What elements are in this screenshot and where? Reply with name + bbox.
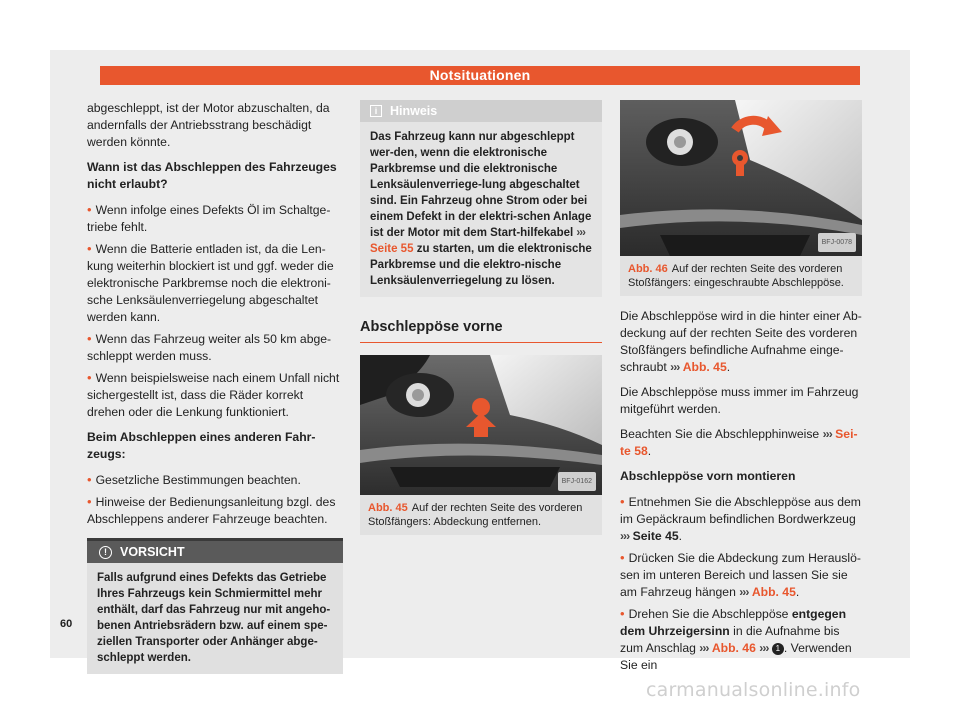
- list-item: • Entnehmen Sie die Abschleppöse aus dem im Gepäckraum befindlichen Bordwerkzeug ››› Seite 45.: [620, 494, 861, 543]
- ref-arrows: ›››: [822, 427, 832, 441]
- paragraph-carry: Die Abschleppöse muss immer im Fahrzeug mitgeführt werden.: [620, 385, 859, 416]
- figure-code: BFJ-0078: [818, 233, 856, 252]
- heading-mount-front: Abschleppöse vorn montieren: [620, 469, 796, 483]
- bullet-icon: •: [620, 550, 625, 565]
- list-item: • Gesetzliche Bestimmungen beachten.: [87, 472, 301, 487]
- bullet-icon: •: [87, 241, 92, 256]
- page-number: 60: [60, 618, 73, 630]
- ref-arrows: ›››: [699, 641, 709, 655]
- list-item: • Hinweise der Bedienungsanleitung bzgl. des Abschleppens anderer Fahrzeuge beachten.: [87, 494, 336, 526]
- paragraph-notes: Beachten Sie die Abschlepphinweise ››› Sei-te 58.: [620, 427, 858, 458]
- list-item: • Wenn infolge eines Defekts Öl im Schaltge-triebe fehlt.: [87, 202, 331, 234]
- bullet-icon: •: [87, 494, 92, 509]
- hint-box: [360, 100, 602, 297]
- column-middle: [360, 100, 602, 535]
- list-item: • Wenn beispielsweise nach einem Unfall nicht sichergestellt ist, dass die Räder korrekt drehen oder die Lenkung funktioniert.: [87, 370, 340, 419]
- warning-box: [87, 538, 343, 674]
- column-left: [87, 100, 343, 674]
- list-item: • Wenn das Fahrzeug weiter als 50 km abge-schleppt werden muss.: [87, 331, 332, 363]
- figure-label: Abb. 46: [628, 263, 668, 275]
- figure-45-caption: Abb. 45 Auf der rechten Seite des vorderen Stoßfängers: Abdeckung entfernen.: [360, 495, 602, 535]
- link-abb-45[interactable]: Abb. 45: [682, 360, 727, 374]
- link-abb-45[interactable]: Abb. 45: [751, 585, 796, 599]
- warning-icon: !: [99, 546, 112, 559]
- link-seite-58[interactable]: Sei-te 58: [620, 427, 858, 458]
- hint-text: Das Fahrzeug kann nur abgeschleppt wer-den, wenn die elektronische Parkbremse und die elektronische Lenksäulenverriege-lung abgeschaltet sind. Ein Fahrzeug ohne Strom oder bei einem Defekt in der elektri-schen Anlage ist der Motor mit dem Start-hilfekabel ››› Seite 55 zu starten, um die elektronische Parkbremse und die elektro-nische Lenksäulenverriegelung zu lösen.: [370, 131, 592, 287]
- warning-header: [87, 541, 343, 563]
- paragraph-mounting: Die Abschleppöse wird in die hinter einer Ab-deckung auf der rechten Seite des vorderen Stoßfängers befindliche Aufnahme einge-schraubt ››› Abb. 45.: [620, 309, 862, 374]
- section-title: Abschleppöse vorne: [360, 319, 602, 343]
- bullet-icon: •: [620, 606, 625, 621]
- heading-towing-other: Beim Abschleppen eines anderen Fahr-zeugs:: [87, 430, 316, 461]
- figure-label: Abb. 45: [368, 502, 408, 514]
- bullet-icon: •: [87, 472, 92, 487]
- ref-arrows: ›››: [576, 227, 585, 239]
- watermark: carmanualsonline.info: [646, 679, 861, 701]
- heading-not-allowed: Wann ist das Abschleppen des Fahrzeuges nicht erlaubt?: [87, 160, 337, 191]
- bullet-icon: •: [87, 331, 92, 346]
- figure-46-image: [620, 100, 862, 256]
- list-item: • Wenn die Batterie entladen ist, da die Len-kung weiterhin blockiert ist und ggf. weder die elektronische Parkbremse noch die elektroni-sche Lenksäulenverriegelung abgeschaltet werden kann.: [87, 241, 334, 324]
- link-seite-45[interactable]: Seite 45: [632, 529, 679, 543]
- warning-title: VORSICHT: [120, 545, 185, 559]
- ref-arrows: ›››: [620, 529, 630, 543]
- section-header: Notsituationen: [100, 66, 860, 85]
- link-abb-46[interactable]: Abb. 46: [711, 641, 756, 655]
- list-item: • Drehen Sie die Abschleppöse entgegen dem Uhrzeigersinn in die Aufnahme bis zum Anschlag ››› Abb. 46 ››› 1 . Verwenden Sie ein: [620, 606, 852, 672]
- callout-1-icon: 1: [772, 643, 784, 655]
- ref-arrows: ›››: [670, 360, 680, 374]
- figure-code: BFJ-0162: [558, 472, 596, 491]
- list-item: • Drücken Sie die Abdeckung zum Herauslö-sen im unteren Bereich und lassen Sie sie am Fahrzeug hängen ››› Abb. 45.: [620, 550, 861, 599]
- bullet-icon: •: [87, 202, 92, 217]
- column-right: [620, 100, 862, 678]
- info-icon: i: [370, 105, 382, 117]
- warning-text: Falls aufgrund eines Defekts das Getriebe Ihres Fahrzeugs kein Schmiermittel mehr enthält, darf das Fahrzeug nur mit angeho-benen Antriebsrädern bzw. auf einem spe-ziellen Transporter oder Anhänger abge-schleppt werden.: [97, 572, 331, 664]
- ref-arrows: ›››: [739, 585, 749, 599]
- figure-46-caption: Abb. 46 Auf der rechten Seite des vorderen Stoßfängers: eingeschraubte Abschleppöse.: [620, 256, 862, 296]
- bullet-icon: •: [87, 370, 92, 385]
- ref-arrows: ›››: [759, 641, 769, 655]
- hint-title: Hinweis: [390, 104, 438, 118]
- bullet-icon: •: [620, 494, 625, 509]
- link-seite-55[interactable]: Seite 55: [370, 243, 414, 255]
- hint-header: [360, 100, 602, 122]
- figure-45-image: [360, 355, 602, 495]
- intro-paragraph: abgeschleppt, ist der Motor abzuschalten, da andernfalls der Antriebsstrang beschädigt werden könnte.: [87, 101, 330, 149]
